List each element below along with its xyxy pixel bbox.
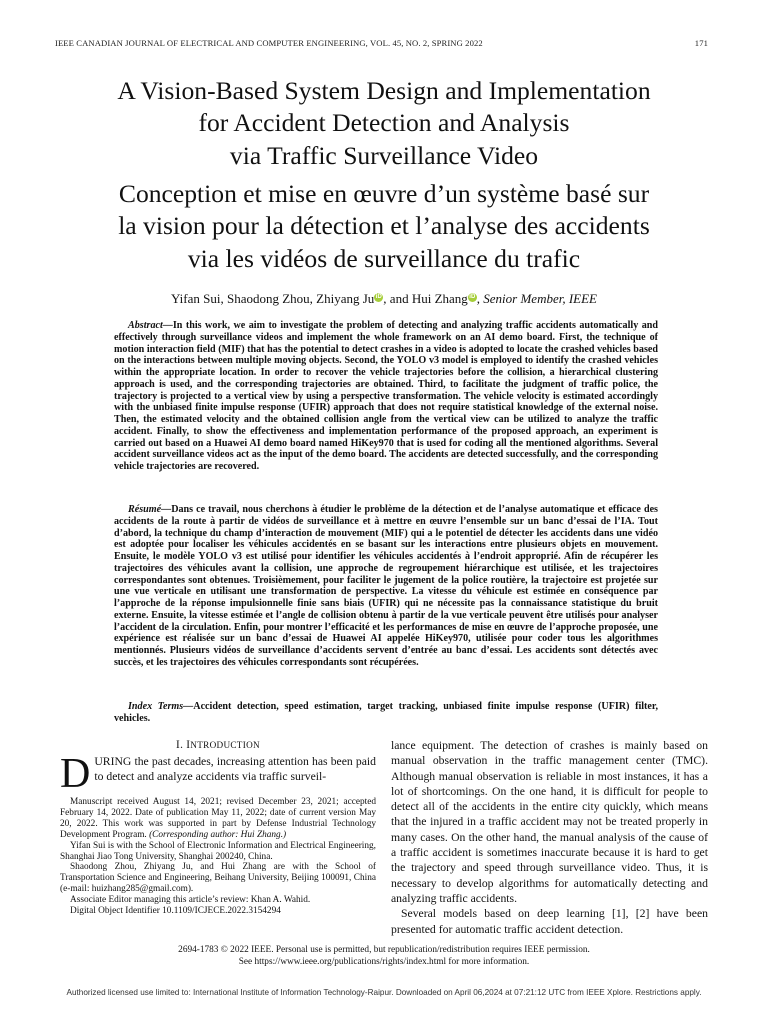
orcid-icon[interactable]: iD (375, 293, 382, 300)
footnote-manuscript: Manuscript received August 14, 2021; revised December 23, 2021; accepted February 14, 2022. Date of publication May 11, 2022; date of current version May 20, 2022. This work was supported in part by Defense Industrial Technology Development Program. (Corresponding author: Hui Zhang.) (60, 797, 376, 840)
right-column (391, 738, 708, 937)
author-list (40, 291, 728, 307)
abstract-text: In this work, we aim to investigate the problem of detecting and analyzing traffic accidents automatically and effectively through surveillance videos and implement the whole framework on an AI demo board. First, the technique of motion interaction field (MIF) that has the potential to detect crashes in a video is adopted to locate the crashed vehicles based on the interactions between multiple moving objects. Second, the YOLO v3 model is employed to identify the crashed vehicles within the appropriate location. In order to recover the vehicle trajectories before the collision, a hierarchical clustering approach is used, and the corresponding trajectories are obtained. Third, to facilitate the judgment of traffic police, the trajectory is projected to a vertical view by using a perspective transformation. The vehicle velocity is estimated accordingly with the unbiased finite impulse response (UFIR) approach that does not require statistical knowledge of the external noise. Then, the estimated velocity and the obtained collision angle from the vertical view can be utilized to analyze the traffic accident. Finally, to show the effectiveness and implementation performance of the proposed approach, an experiment is carried out based on a Huawei AI demo board named HiKey970 that is used for coding all the mentioned algorithms. Several accident surveillance videos act as the input of the demo board. The accidents are detected successfully, and the corresponding vehicle trajectories are recovered. (114, 320, 658, 472)
abstract-label: Abstract— (128, 320, 173, 331)
index-terms (114, 701, 658, 725)
corresponding-author: (Corresponding author: Hui Zhang.) (149, 829, 287, 840)
title-french (40, 178, 728, 275)
footnote-sui: Yifan Sui is with the School of Electronic Information and Electrical Engineering, Shanghai Jiao Tong University, Shanghai 200240, China. (60, 840, 376, 862)
intro-paragraph (60, 751, 376, 797)
left-column (60, 738, 376, 797)
section-heading-introduction: I. INTRODUCTION (176, 739, 260, 751)
right-paragraph-1: lance equipment. The detection of crashes is mainly based on manual observation in the traffic management center (TMC). Although manual observation is reliable in most instances, it has a lot of shortcomings. On the one hand, it is difficult for people to detect all of the accidents in the entire city quickly, which means that the injured in a traffic accident may not be treated properly in many cases. On the other hand, the manual analysis of the cause of a traffic accident is sometimes inaccurate because it is hard to get the trajectory and speed through surveillance video. Thus, it is necessary to develop algorithms for automatically detecting and analyzing traffic accidents. (391, 739, 708, 905)
footnote-zhou: Shaodong Zhou, Zhiyang Ju, and Hui Zhang are with the School of Transportation Science and Engineering, Beihang University, Beijing 100091, China (e-mail: huizhang285@gmail.com). (60, 862, 376, 895)
page-number: 171 (694, 38, 708, 48)
index-terms-label: Index Terms— (128, 701, 194, 712)
resume-label: Résumé— (128, 504, 172, 515)
title-english (40, 75, 728, 172)
title-fr-line-3: via les vidéos de surveillance du trafic (187, 243, 581, 273)
intro-lead-text: URING the past decades, increasing attention has been paid to detect and analyze accidents via traffic surveil- (94, 755, 376, 784)
footnotes (60, 797, 376, 917)
resume (114, 504, 658, 669)
authorized-use-notice: Authorized licensed use limited to: International Institute of Information Technology-Raipur. Downloaded on April 06,2024 at 07:21:12 UTC from IEEE Xplore. Restrictions apply. (66, 988, 702, 997)
title-fr-line-1: Conception et mise en œuvre d’un système basé sur (118, 179, 650, 208)
abstract (114, 320, 658, 473)
footnote-editor: Associate Editor managing this article’s review: Khan A. Wahid. (70, 895, 311, 906)
resume-text: Dans ce travail, nous cherchons à étudier le problème de la détection et de l’analyse automatique et efficace des accidents de la route à partir de vidéos de surveillance et à mettre en œuvre l’ensemble sur un banc d’essai de l’IA. Tout d’abord, la technique du champ d’interaction de mouvement (MIF) qui a le potentiel de détecter les accidents dans une vidéo est adoptée pour localiser les véhicules accidentés en se basant sur les interactions entre plusieurs objets en mouvement. Ensuite, le modèle YOLO v3 est utilisé pour identifier les véhicules accidentés à l’endroit approprié. Afin de récupérer les trajectoires des véhicules avant la collision, une approche de regroupement hiérarchique est utilisée, et les trajectoires correspondantes sont obtenues. Troisièmement, pour faciliter le jugement de la police routière, la trajectoire est projetée sur une vue verticale en utilisant une transformation de perspective. La vitesse du véhicule est estimée en conséquence par l’approche de la réponse impulsionnelle finie sans biais (UFIR) qui ne nécessite pas la connaissance statistique du bruit externe. Ensuite, la vitesse estimée et l’angle de collision obtenu à partir de la vue verticale peuvent être utilisés pour analyser l’accident de la circulation. Enfin, pour montrer l’efficacité et les performances de mise en œuvre de l’approche proposée, une expérience est réalisée sur un banc d’essai de Huawei AI appelée HiKey970, utilisée pour coder tous les algorithmes mentionnés. Plusieurs vidéos de surveillance d’accidents servent d’entrée au banc d’essai. Les accidents sont détectés avec succès, et les trajectoires des véhicules correspondants sont récupérées. (114, 504, 658, 668)
copyright-notice (60, 944, 708, 968)
footnote-doi: Digital Object Identifier 10.1109/ICJECE.2022.3154294 (70, 906, 281, 917)
title-en-line-3: via Traffic Surveillance Video (229, 140, 539, 170)
orcid-icon[interactable]: iD (469, 293, 476, 300)
author-role: Senior Member, IEEE (483, 291, 597, 306)
authors-part-1: Yifan Sui, Shaodong Zhou, Zhiyang Ju (171, 291, 375, 306)
right-paragraph-2: Several models based on deep learning [1], [2] have been presented for automatic traffic accident detection. (391, 907, 708, 936)
index-terms-text: Accident detection, speed estimation, target tracking, unbiased finite impulse response (UFIR) filter, vehicles. (114, 701, 658, 724)
copyright-line-1: 2694-1783 © 2022 IEEE. Personal use is permitted, but republication/redistribution requires IEEE permission. (178, 945, 590, 955)
title-en-line-1: A Vision-Based System Design and Implementation (117, 76, 651, 105)
drop-cap: D (60, 751, 91, 797)
authors-part-2: , and Hui Zhang (383, 291, 468, 306)
authors-part-3: , (476, 291, 484, 306)
running-header-journal: IEEE CANADIAN JOURNAL OF ELECTRICAL AND COMPUTER ENGINEERING, VOL. 45, NO. 2, SPRING 2022 (55, 38, 483, 48)
copyright-line-2: See https://www.ieee.org/publications/rights/index.html for more information. (238, 957, 530, 967)
title-en-line-2: for Accident Detection and Analysis (198, 108, 570, 138)
title-fr-line-2: la vision pour la détection et l’analyse des accidents (118, 211, 650, 241)
